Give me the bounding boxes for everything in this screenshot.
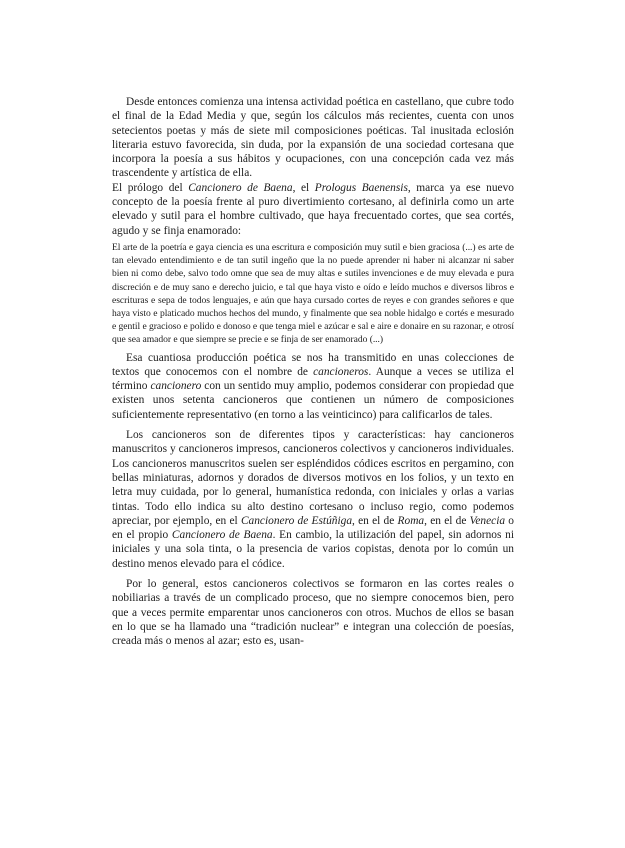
- title-cancionero-de-estuniga: Cancionero de Estúñiga: [240, 514, 353, 527]
- title-cancionero-de-baena: Cancionero de Baena: [188, 181, 293, 194]
- paragraph-3-text-2: . Aunque a veces se utiliza el término: [112, 365, 514, 393]
- paragraph-5: [112, 577, 514, 648]
- title-cancionero-de-baena-2: Cancionero de Baena: [171, 529, 273, 542]
- paragraph-1: [112, 95, 514, 181]
- paragraph-4-text-3: , en el de: [424, 514, 470, 527]
- title-prologus-baenensis: Prologus Baenensis: [314, 181, 408, 194]
- title-venecia: Venecia: [469, 514, 506, 527]
- block-quote: El arte de la poetría e gaya ciencia es una escritura e composición muy sutil e bien graciosa (...) es arte de tan elevado entendimiento e de tan sutil ingeño que la no puede aprender ni haber ni alcanzar ni saber bien ni como debe, salvo todo omne que sea de muy altas e sutiles invenciones e de muy elevada e pura discreción e de muy sano e derecho juicio, e tal que haya visto e oído e leído muchos e diversos libros e escrituras e sepa de todos lenguajes, e aún que haya cursado cortes de reyes e con grandes señores e que haya visto e platicado muchos hechos del mundo, y finalmente que sea noble hidalgo e cortés e mesurado e gentil e gracioso e polido e donoso e que tenga miel e azúcar e sal e aire e donaire en su razonar, e otrosí que sea amador e que siempre se precie e se finja de ser enamorado (...): [112, 241, 514, 346]
- paragraph-4-text-1: Los cancioneros son de diferentes tipos y características: hay cancioneros manuscritos y cancioneros impresos, cancioneros colectivos y cancioneros individuales. Los cancioneros manuscritos suelen ser espléndidos códices escritos en pergamino, con bellas miniaturas, adornos y dorados de diversos motivos en los folios, y un texto en letra muy cuidada, por lo general, humanística redonda, con iniciales y orlas a varias tintas. Todo ello indica su alto destino cortesano o incluso regio, como podemos apreciar, por ejemplo, en el: [112, 429, 514, 527]
- term-cancioneros: cancioneros: [313, 365, 369, 378]
- paragraph-4: [112, 428, 514, 571]
- paragraph-2-text-2: , el: [292, 181, 315, 194]
- paragraph-1-text: Desde entonces comienza una intensa actividad poética en castellano, que cubre todo el final de la Edad Media y que, según los cálculos más recientes, cuenta con unos setecientos poetas y más de siete mil composiciones poéticas. Tal inusitada eclosión literaria estuvo favorecida, sin duda, por la expansión de una sociedad cortesana que incorpora la poesía a sus hábitos y ocupaciones, con una concepción cada vez más trascendente y artística de ella.: [112, 96, 514, 180]
- paragraph-2-text-3: , marca ya ese nuevo concepto de la poesía frente al puro divertimiento cortesano, al definirla como un arte elevado y sutil para el hombre cultivado, que haya frecuentado cortes, que sea cortés, agudo y se finja enamorado:: [112, 181, 514, 237]
- paragraph-4-text-5: . En cambio, la utilización del papel, sin adornos ni iniciales y una sola tinta, o la presencia de varios copistas, denota por lo común un destino menos elevado para el códice.: [112, 529, 514, 570]
- paragraph-3-text-3: con un sentido muy amplio, podemos considerar con propiedad que existen unos setenta cancioneros que contienen un número de composiciones suficientemente representativo (en torno a las veinticinco) para calificarlos de tales.: [112, 380, 514, 421]
- title-roma: Roma: [397, 514, 425, 527]
- paragraph-5-text: Por lo general, estos cancioneros colectivos se formaron en las cortes reales o nobiliarias a través de un complicado proceso, que no siempre conocemos bien, pero que a veces permite emparentar unos cancioneros con otros. Muchos de ellos se basan en lo que se ha llamado una “tradición nuclear” e integran una colección de poesías, creada más o menos al azar; esto es, usan-: [112, 578, 514, 648]
- paragraph-2-text-1: El prólogo del: [112, 181, 189, 194]
- paragraph-4-text-2: , en el de: [352, 514, 398, 527]
- paragraph-3: [112, 351, 514, 422]
- paragraph-2: [112, 181, 514, 238]
- paragraph-4-text-4: o en el propio: [112, 514, 514, 542]
- term-cancionero: cancionero: [150, 380, 202, 393]
- page-text: [112, 95, 514, 649]
- paragraph-3-text-1: Esa cuantiosa producción poética se nos ha transmitido en unas colecciones de textos que conocemos con el nombre de: [112, 351, 514, 378]
